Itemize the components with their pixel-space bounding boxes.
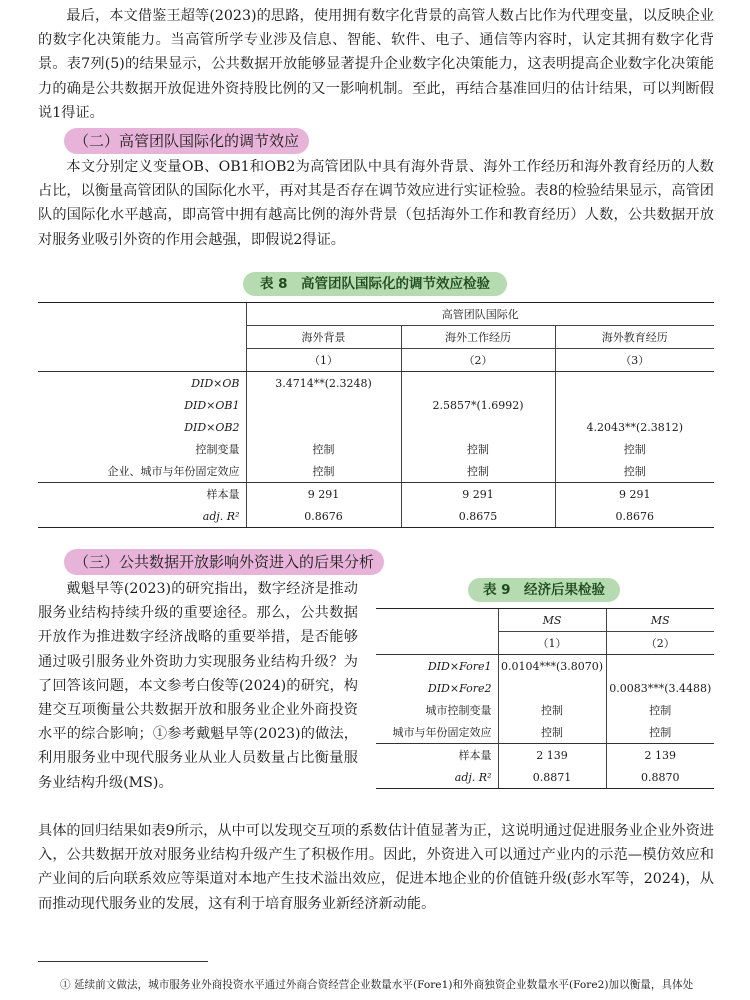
table-cell: 控制 xyxy=(246,460,401,483)
table8-group-row xyxy=(38,303,714,326)
row-label: DID×Fore1 xyxy=(427,659,492,673)
table-cell: 0.8676 xyxy=(555,505,714,528)
table8-header-row xyxy=(38,326,714,349)
table-cell: 控制 xyxy=(555,460,714,483)
table-cell: 控制 xyxy=(498,721,606,744)
table-cell: 0.8675 xyxy=(401,505,555,528)
paragraph-consequence-left: 戴魁早等(2023)的研究指出，数字经济是推动服务业结构持续升级的重要途径。那么，公共数据开放作为推进数字经济战略的重要举措，是否能够通过吸引服务业外资助力实现服务业结构升级？为了回答该问题，本文参考白俊等(2024)的研究，构建交互项衡量公共数据开放和服务业企业外商投资水平的综合影响；①参考戴魁早等(2023)的做法，利用服务业中现代服务业从业人员数量占比衡量服务业结构升级(MS)。 xyxy=(38,581,358,791)
table-row xyxy=(38,416,714,438)
table-cell: 控制 xyxy=(606,721,714,744)
table-cell xyxy=(606,655,714,678)
row-label: 控制变量 xyxy=(195,443,240,456)
table-cell: 0.8871 xyxy=(498,766,606,789)
table9-caption: 表 9 经济后果检验 xyxy=(468,578,620,602)
table-row xyxy=(376,744,714,767)
table9-col-num: （1） xyxy=(498,632,606,655)
row-label: 城市与年份固定效应 xyxy=(392,726,492,739)
table-row xyxy=(38,438,714,460)
table9-num-row xyxy=(376,632,714,655)
table8-caption: 表 8 高管团队国际化的调节效应检验 xyxy=(243,272,507,296)
table-cell: 0.0104***(3.8070) xyxy=(498,655,606,678)
table9-col-num: （2） xyxy=(606,632,714,655)
table-cell: 控制 xyxy=(401,460,555,483)
table-cell: 控制 xyxy=(555,438,714,460)
row-label: 城市控制变量 xyxy=(425,704,492,717)
table-cell: 2.5857*(1.6992) xyxy=(401,394,555,416)
table-cell: 9 291 xyxy=(246,483,401,506)
row-label: 样本量 xyxy=(38,483,246,506)
row-label: DID×OB2 xyxy=(184,420,240,434)
table8-col-num: （3） xyxy=(555,349,714,372)
table8-col-header: 海外工作经历 xyxy=(401,326,555,349)
row-label: DID×OB xyxy=(191,376,240,390)
section-heading-moderation: （二）高管团队国际化的调节效应 xyxy=(64,128,309,154)
row-label: 企业、城市与年份固定效应 xyxy=(107,465,240,478)
table-row xyxy=(38,372,714,395)
table-cell: 0.0083***(3.4488) xyxy=(606,677,714,699)
table-cell xyxy=(555,394,714,416)
table-cell xyxy=(401,372,555,395)
table8-col-num: （2） xyxy=(401,349,555,372)
paragraph-digital-decision: 最后，本文借鉴王超等(2023)的思路，使用拥有数字化背景的高管人数占比作为代理变量，以反映企业的数字化决策能力。当高管所学专业涉及信息、智能、软件、电子、通信等内容时，认定其拥有数字化背景。表7列(5)的结果显示，公共数据开放能够显著提升企业数字化决策能力，这表明提高企业数字化决策能力的确是公共数据开放促进外资持股比例的又一影响机制。至此，再结合基准回归的估计结果，可以判断假说1得证。 xyxy=(38,8,714,121)
table-cell: 0.8676 xyxy=(246,505,401,528)
table-cell xyxy=(246,416,401,438)
paragraph-moderation: 本文分别定义变量OB、OB1和OB2为高管团队中具有海外背景、海外工作经历和海外教育经历的人数占比，以衡量高管团队的国际化水平，再对其是否存在调节效应进行实证检验。表8的检验结果显示，高管团队的国际化水平越高，即高管中拥有越高比例的海外背景（包括海外工作和教育经历）人数，公共数据开放对服务业吸引外资的作用会越强，即假说2得证。 xyxy=(38,159,714,248)
footnote-divider xyxy=(38,961,208,962)
table9-col-header: MS xyxy=(542,613,562,627)
table-cell: 3.4714**(2.3248) xyxy=(246,372,401,395)
table8-num-row xyxy=(38,349,714,372)
table9-header-row xyxy=(376,609,714,632)
table-row xyxy=(376,766,714,789)
table-cell: 4.2043**(2.3812) xyxy=(555,416,714,438)
table-row xyxy=(376,721,714,744)
table8-col-header: 海外教育经历 xyxy=(555,326,714,349)
table-cell xyxy=(401,416,555,438)
table-row xyxy=(376,677,714,699)
table8-group-header: 高管团队国际化 xyxy=(246,303,714,326)
table9-col-header: MS xyxy=(650,613,670,627)
table-cell xyxy=(555,372,714,395)
table-cell: 控制 xyxy=(246,438,401,460)
paragraph-consequence-rest: 具体的回归结果如表9所示，从中可以发现交互项的系数估计值显著为正，这说明通过促进服务业企业外资进入，公共数据开放对服务业结构升级产生了积极作用。因此，外资进入可以通过产业内的示范—模仿效应和产业间的后向联系效应等渠道对本地产生技术溢出效应，促进本地企业的价值链升级(彭水军等，2024)，从而推动现代服务业的发展，这有利于培育服务业新经济新动能。 xyxy=(38,823,714,912)
table-row xyxy=(376,699,714,721)
table-cell: 9 291 xyxy=(401,483,555,506)
table-row xyxy=(38,460,714,483)
table-cell: 2 139 xyxy=(606,744,714,767)
row-label: adj. R² xyxy=(202,509,240,523)
table-cell xyxy=(498,677,606,699)
table-cell: 控制 xyxy=(498,699,606,721)
table8-col-num: （1） xyxy=(246,349,401,372)
row-label: 样本量 xyxy=(376,744,498,767)
table9 xyxy=(376,608,714,789)
table-cell: 2 139 xyxy=(498,744,606,767)
table-cell xyxy=(246,394,401,416)
footnote: ① 延续前文做法，城市服务业外商投资水平通过外商合资经营企业数量水平(Fore1)和外商独资企业数量水平(Fore2)加以衡量，具体处 xyxy=(60,979,694,991)
table-cell: 0.8870 xyxy=(606,766,714,789)
table-cell: 控制 xyxy=(401,438,555,460)
table-cell: 9 291 xyxy=(555,483,714,506)
section-heading-consequence: （三）公共数据开放影响外资进入的后果分析 xyxy=(64,549,384,575)
row-label: adj. R² xyxy=(454,770,492,784)
table8 xyxy=(38,302,714,528)
table-row xyxy=(38,394,714,416)
table8-col-header: 海外背景 xyxy=(246,326,401,349)
table-row xyxy=(376,655,714,678)
table-cell: 控制 xyxy=(606,699,714,721)
table-row xyxy=(38,505,714,528)
row-label: DID×OB1 xyxy=(184,398,240,412)
row-label: DID×Fore2 xyxy=(427,681,492,695)
table-row xyxy=(38,483,714,506)
